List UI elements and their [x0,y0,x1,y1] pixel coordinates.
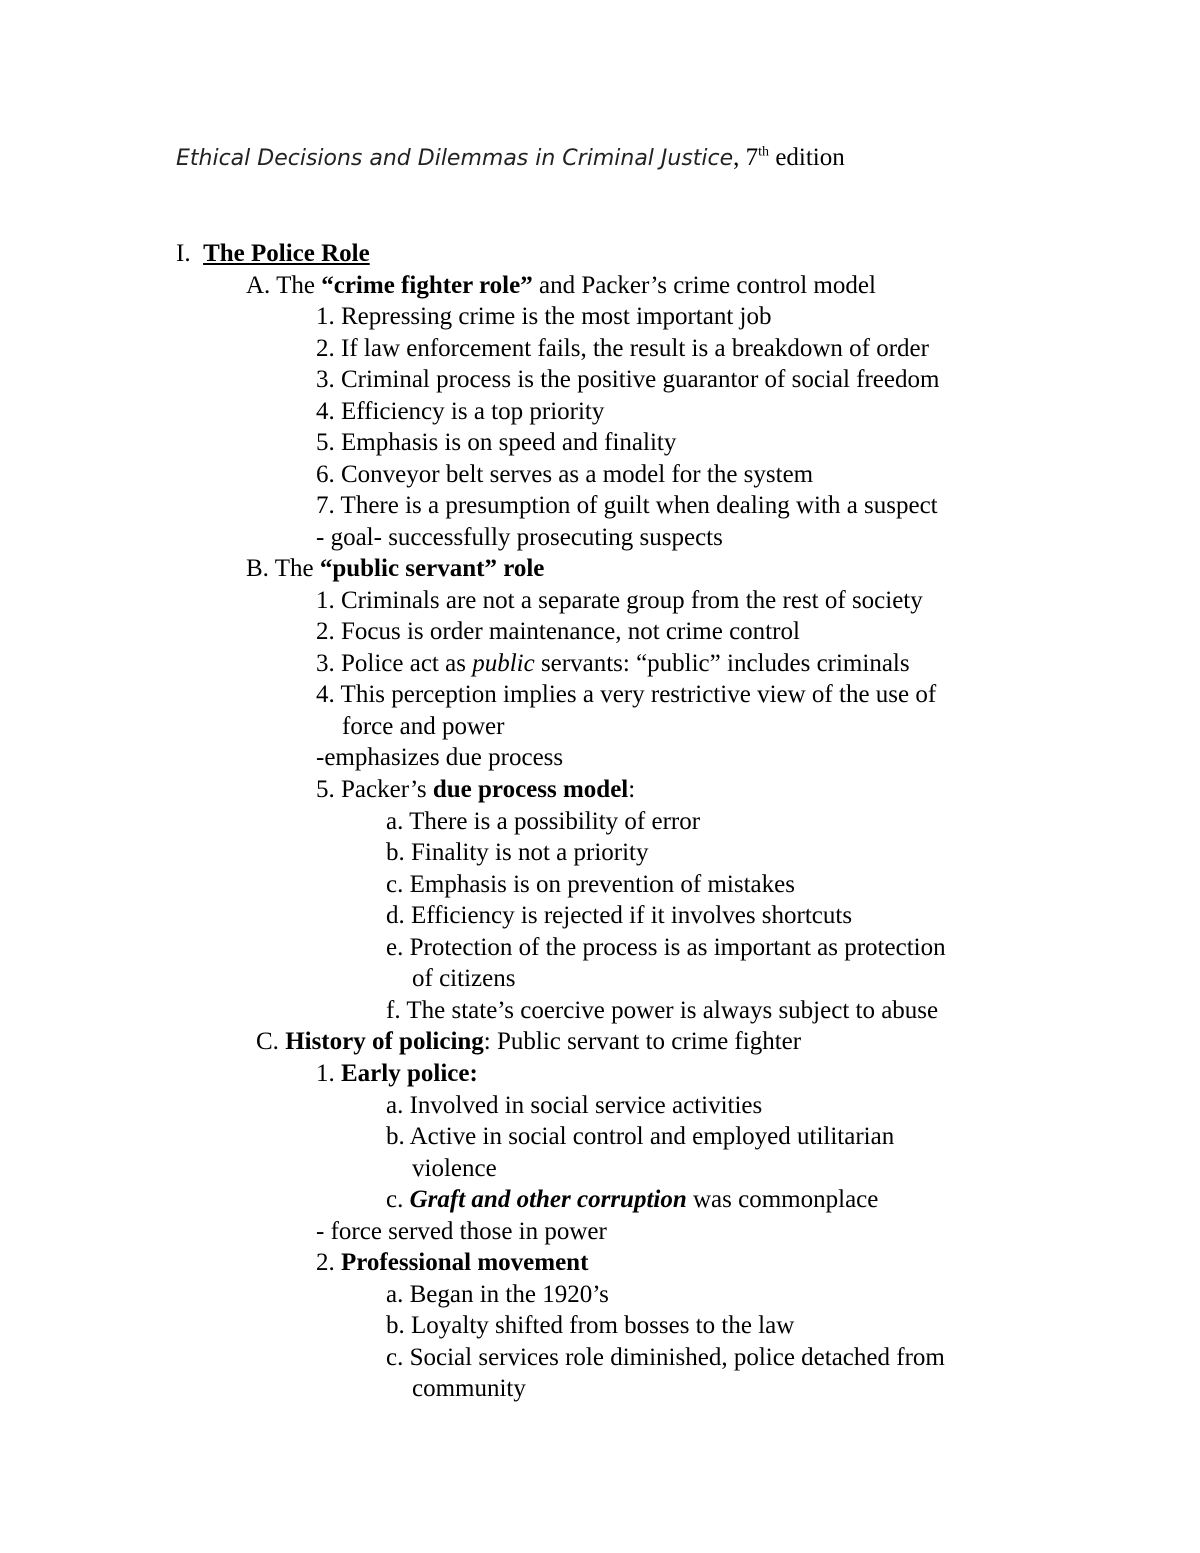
edition-suffix: th [758,144,770,160]
outline-b-item3-pre: 3. Police act as [316,650,473,677]
outline-c-item1-bold: Early police: [341,1060,478,1087]
outline-c-bold: History of policing [285,1028,484,1055]
outline-b-heading [246,553,544,584]
outline-b-item: 1. Criminals are not a separate group from the rest of society [316,587,923,614]
outline-b-item: 4. This perception implies a very restrictive view of the use of [316,681,937,708]
outline-a-item: 4. Efficiency is a top priority [316,398,605,425]
outline-b-item [316,774,635,805]
outline-a-item: 5. Emphasis is on speed and finality [316,429,677,456]
outline-a-item: 1. Repressing crime is the most important job [316,303,772,330]
outline-c-item [316,1247,588,1278]
outline-b-note: -emphasizes due process [316,744,564,771]
book-title: Ethical Decisions and Dilemmas in Criminal Justice [176,146,734,171]
outline-c-rest: : Public servant to crime fighter [483,1028,802,1055]
outline-c-subitem-continued: violence [412,1155,497,1182]
outline-b-item [316,648,910,679]
outline-b-bold: “public servant” role [319,555,545,582]
outline-b-item5-bold: due process model [432,776,629,803]
outline-c-subitem: c. Social services role diminished, police detached from [386,1344,945,1371]
outline-c-subitem-c-pre: c. [386,1186,410,1213]
outline-c-item1-num: 1. [316,1060,341,1087]
outline-b-subitem: c. Emphasis is on prevention of mistakes [386,871,795,898]
outline-c-subitem-c-bold-italic: Graft and other corruption [409,1186,687,1213]
outline-b-subitem: d. Efficiency is rejected if it involves shortcuts [386,902,853,929]
outline-c-item2-bold: Professional movement [341,1249,589,1276]
outline-a-item: 2. If law enforcement fails, the result is a breakdown of order [316,335,929,362]
outline-b-subitem: b. Finality is not a priority [386,839,649,866]
outline-b-item5-pre: 5. Packer’s [316,776,433,803]
outline-c-subitem: b. Active in social control and employed utilitarian [386,1123,895,1150]
outline-c-item2-num: 2. [316,1249,341,1276]
outline-c-subitem-continued: community [412,1375,526,1402]
outline-c-prefix: C. [256,1028,286,1055]
outline-c-subitem: a. Involved in social service activities [386,1092,763,1119]
outline-b-subitem: f. The state’s coercive power is always subject to abuse [386,997,939,1024]
outline-b-item5-post: : [628,776,636,803]
outline-b-item3-italic: public [472,650,535,677]
outline-c-subitem-c-post: was commonplace [686,1186,879,1213]
outline-b-item3-post: servants: “public” includes criminals [534,650,910,677]
section-title: The Police Role [203,240,370,267]
book-title-line [176,141,845,176]
outline-a-item: 7. There is a presumption of guilt when dealing with a suspect [316,492,938,519]
section-number: I. [176,240,191,267]
outline-c-note: - force served those in power [316,1218,607,1245]
outline-b-item: 2. Focus is order maintenance, not crime control [316,618,800,645]
edition-label: edition [769,144,845,171]
outline-a-bold: “crime fighter role” [321,272,533,299]
outline-b-prefix: B. The [246,555,320,582]
outline-c-subitem: a. Began in the 1920’s [386,1281,609,1308]
edition-number: , 7 [733,144,759,171]
outline-a-rest: and Packer’s crime control model [532,272,876,299]
outline-c-subitem [386,1184,878,1215]
outline-a-heading [246,270,876,301]
outline-c-heading [256,1026,801,1057]
outline-a-note: - goal- successfully prosecuting suspects [316,524,723,551]
outline-a-item: 6. Conveyor belt serves as a model for the system [316,461,814,488]
outline-b-item-continued: force and power [342,713,505,740]
outline-c-subitem: b. Loyalty shifted from bosses to the law [386,1312,795,1339]
outline-b-subitem-continued: of citizens [412,965,516,992]
outline-b-subitem: e. Protection of the process is as important as protection [386,934,946,961]
outline-a-prefix: A. The [246,272,322,299]
outline-a-item: 3. Criminal process is the positive guarantor of social freedom [316,366,940,393]
section-heading [176,238,370,269]
outline-b-subitem: a. There is a possibility of error [386,808,701,835]
outline-c-item [316,1058,478,1089]
